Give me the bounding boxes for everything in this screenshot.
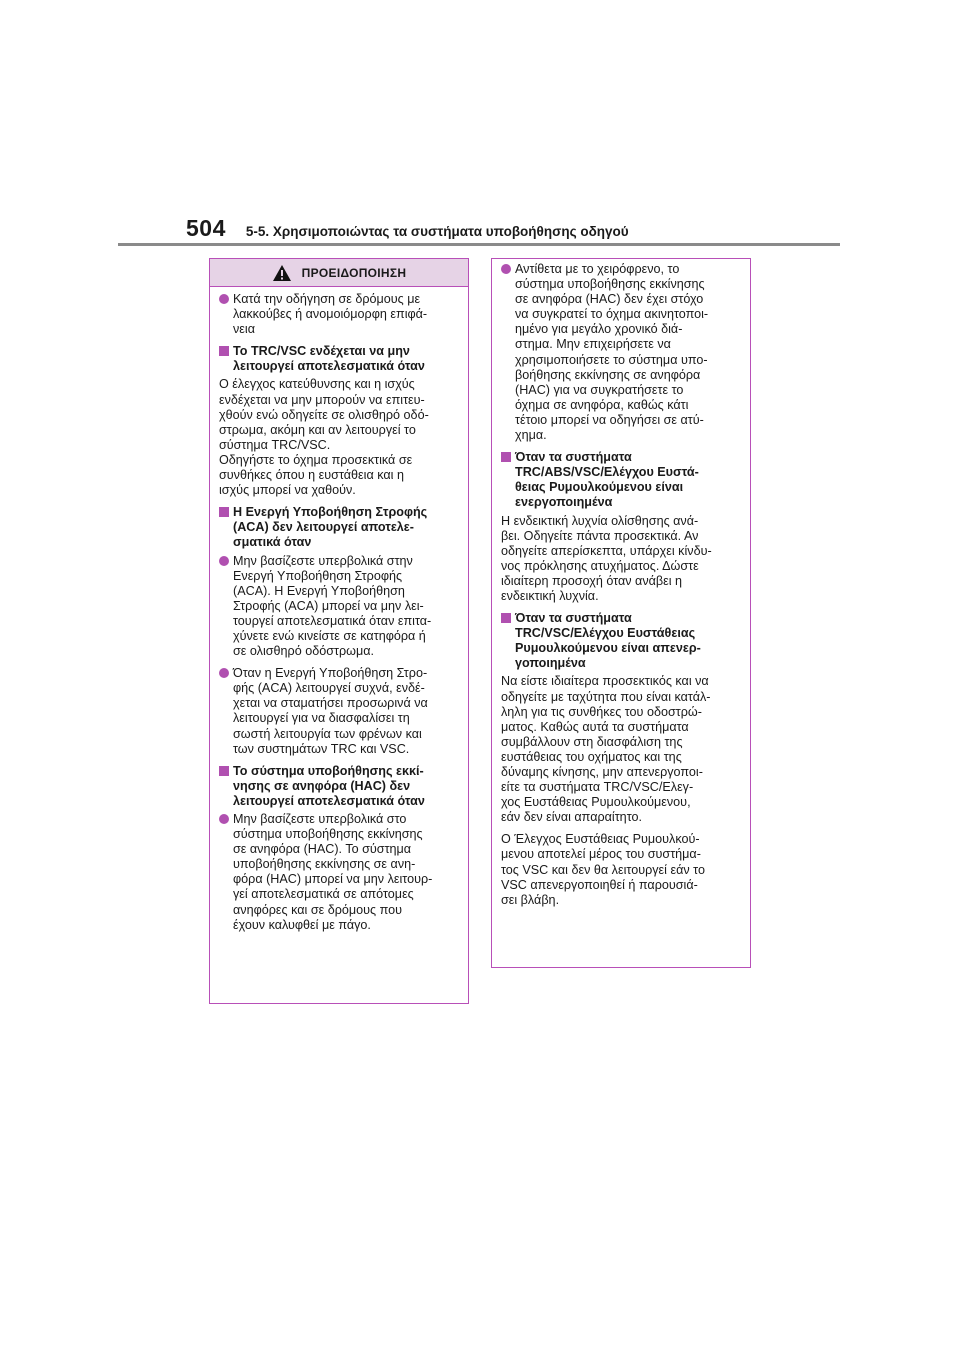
list-item <box>219 812 461 933</box>
bullet-dot-icon <box>501 264 511 274</box>
bullet-text: Κατά την οδήγηση σε δρόμους με λακκούβες ή ανομοιόμορφη επιφά- νεια <box>233 292 428 337</box>
subheading-text: Το σύστημα υποβοήθησης εκκί- νησης σε ανηφόρα (HAC) δεν λειτουργεί αποτελεσματικά όταν <box>233 763 425 808</box>
subheading-text: Όταν τα συστήματα TRC/ABS/VSC/Ελέγχου Ευστά- θειας Ρυμουλκούμενου είναι ενεργοποιημένα <box>515 450 699 510</box>
paragraph: Να είστε ιδιαίτερα προσεκτικός και να οδηγείτε με ταχύτητα που είναι κατάλ- ληλη για τις συνθήκες του οδοστρώ- ματος. Καθώς αυτά τα συστήματα συμβάλλουν στη διασφάλιση της ευστάθειας του οχήματος και της δύναμης κίνησης, μην απενεργοποι- είτε τα συστήματα TRC/VSC/Ελεγ- χος Ευστάθειας Ρυμουλκούμενου, εάν δεν είναι απαραίτητο. <box>501 674 711 825</box>
subheading-text: Όταν τα συστήματα TRC/VSC/Ελέγχου Ευστάθειας Ρυμουλκούμενου είναι απενερ- γοποιημένα <box>515 611 701 671</box>
subheading <box>501 611 743 671</box>
subheading <box>501 450 743 510</box>
subheading-text: Η Ενεργή Υποβοήθηση Στροφής (ACA) δεν λειτουργεί αποτελε- σματικά όταν <box>233 505 428 550</box>
subheading-text: Το TRC/VSC ενδέχεται να μην λειτουργεί αποτελεσματικά όταν <box>233 344 425 374</box>
bullet-dot-icon <box>219 814 229 824</box>
heading-square-icon <box>219 346 229 356</box>
list-item <box>501 262 743 443</box>
warning-box-left <box>209 258 469 1004</box>
heading-square-icon <box>501 452 511 462</box>
bullet-dot-icon <box>219 668 229 678</box>
bullet-text: Όταν η Ενεργή Υποβοήθηση Στρο- φής (ACA) λειτουργεί συχνά, ενδέ- χεται να σταματήσει προσωρινά να λειτουργεί για να διασφαλίσει τη σωστή λειτουργία των φρένων και των συστημάτων TRC και VSC. <box>233 666 428 756</box>
bullet-text: Μην βασίζεστε υπερβολικά στο σύστημα υποβοήθησης εκκίνησης σε ανηφόρα (HAC). Το σύστημα υποβοήθησης εκκίνησης σε ανη- φόρα (HAC) μπορεί να μην λειτουρ- γεί αποτελεσματικά σε απότομες ανηφόρες και σε δρόμους που έχουν καλυφθεί με πάγο. <box>233 812 433 932</box>
heading-square-icon <box>219 766 229 776</box>
page-header <box>186 215 629 245</box>
subheading <box>219 505 461 550</box>
warning-title: ΠΡΟΕΙΔΟΠΟΙΗΣΗ <box>301 265 407 280</box>
warning-content-right <box>492 259 750 908</box>
bullet-dot-icon <box>219 556 229 566</box>
header-divider <box>118 243 840 246</box>
paragraph: Ο έλεγχος κατεύθυνσης και η ισχύς ενδέχεται να μην μπορούν να επιτευ- χθούν ενώ οδηγείτε σε ολισθηρό οδό- στρωμα, ακόμη και αν λειτουργεί το σύστημα TRC/VSC. Οδηγήστε το όχημα προσεκτικά σε συνθήκες όπου η ευστάθεια και η ισχύς μπορεί να χαθούν. <box>219 377 429 498</box>
paragraph: Η ενδεικτική λυχνία ολίσθησης ανά- βει. Οδηγείτε πάντα προσεκτικά. Αν οδηγείτε απερίσκεπτα, υπάρχει κίνδυ- νος πρόκλησης ατυχήματος. Δώστε ιδιαίτερη προσοχή όταν ανάβει η ενδεικτική λυχνία. <box>501 513 712 603</box>
bullet-text: Αντίθετα με το χειρόφρενο, το σύστημα υποβοήθησης εκκίνησης σε ανηφόρα (HAC) δεν έχει στόχο να συγκρατεί το όχημα ακινητοποι- ημένο για μεγάλο χρονικό διά- στημα. Μην επιχειρήσετε να χρησιμοποιήσετε το σύστημα υπο- βοήθησης εκκίνησης σε ανηφόρα (HAC) για να συγκρατήσετε το όχημα σε ανηφόρα, καθώς κάτι τέτοιο μπορεί να οδηγήσει σε ατύ- χημα. <box>515 262 709 443</box>
warning-triangle-icon <box>272 264 292 282</box>
section-title: 5-5. Χρησιμοποιώντας τα συστήματα υποβοήθησης οδηγού <box>245 224 629 239</box>
list-item <box>219 554 461 660</box>
list-item <box>219 666 461 757</box>
list-item <box>219 292 461 337</box>
warning-content-left <box>210 287 468 933</box>
warning-box-right <box>491 258 751 968</box>
heading-square-icon <box>501 613 511 623</box>
bullet-dot-icon <box>219 294 229 304</box>
bullet-text: Μην βασίζεστε υπερβολικά στην Ενεργή Υποβοήθηση Στροφής (ACA). Η Ενεργή Υποβοήθηση Στροφής (ACA) μπορεί να μην λει- τουργεί αποτελεσματικά όταν επιτα- χύνετε ενώ κινείστε σε κατηφόρα ή σε ολισθηρό οδόστρωμα. <box>233 553 432 659</box>
page-number: 504 <box>186 215 226 241</box>
subheading <box>219 764 461 809</box>
subheading <box>219 344 461 374</box>
paragraph: Ο Έλεγχος Ευστάθειας Ρυμουλκού- μενου αποτελεί μέρος του συστήμα- τος VSC και δεν θα λειτουργεί εάν το VSC απενεργοποιηθεί ή παρουσιά- σει βλάβη. <box>501 832 705 907</box>
heading-square-icon <box>219 507 229 517</box>
warning-header <box>210 259 468 287</box>
